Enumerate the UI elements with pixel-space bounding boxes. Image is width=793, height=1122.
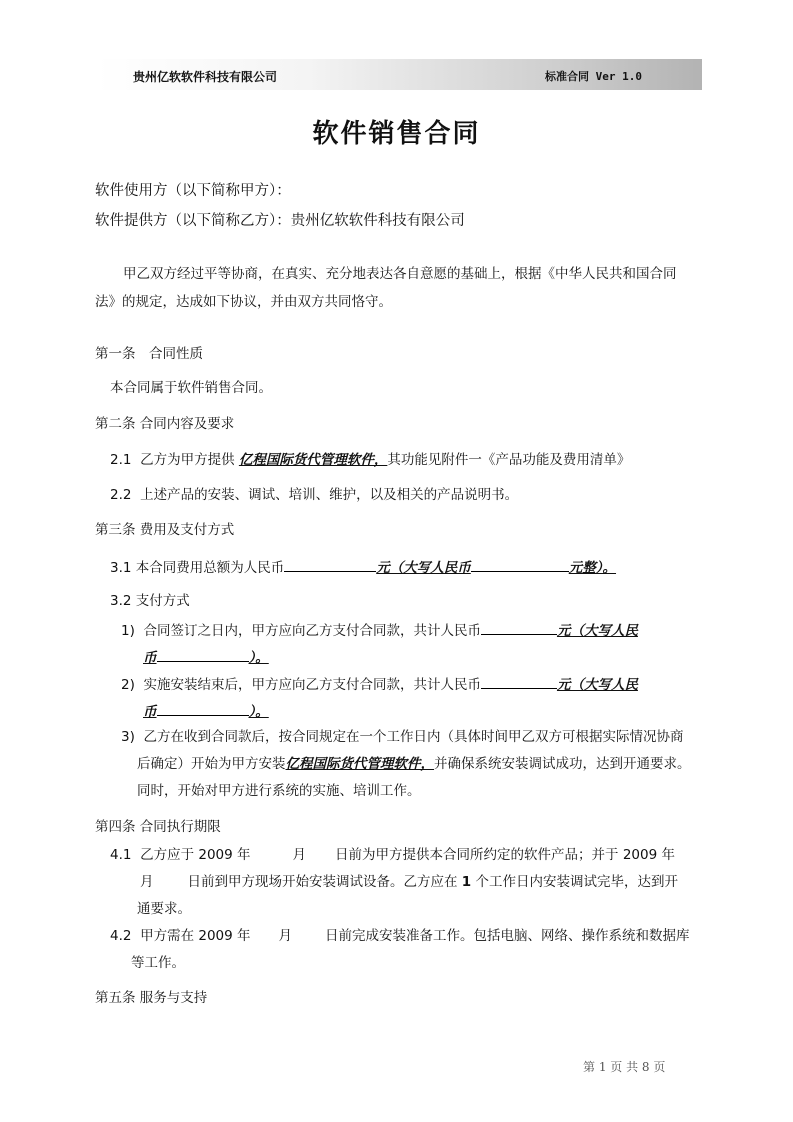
clause-text: 月 [292, 847, 307, 863]
item-text: 并确保系统安装调试成功，达到开通要求。 [434, 756, 691, 772]
clause-4-2-line-2: 等工作。 [131, 955, 185, 971]
page-number: 第 1 页 共 8 页 [583, 1060, 666, 1074]
clause-text: 甲方需在 2009 年 [140, 928, 251, 944]
amount-cont: 币 [143, 650, 157, 666]
clause-4-1 [110, 845, 675, 865]
payment-item-3-line-2 [137, 754, 691, 774]
product-name: 亿程国际货代管理软件， [238, 452, 388, 468]
article-4-heading: 第四条 合同执行期限 [95, 819, 221, 835]
clause-4-1-line-3: 通要求。 [137, 901, 191, 917]
clause-number: 4.1 [110, 847, 132, 863]
amount-end: 元整）。 [568, 560, 617, 576]
clause-text: 上述产品的安装、调试、培训、维护，以及相关的产品说明书。 [140, 487, 519, 503]
amount-unit: 元（大写人民 [556, 677, 638, 693]
clause-text: 其功能见附件一《产品功能及费用清单》 [387, 452, 631, 468]
item-text: 乙方在收到合同款后，按合同规定在一个工作日内（具体时间甲乙双方可根据实际情况协商 [143, 729, 684, 745]
clause-text: 月 [278, 928, 293, 944]
clause-text: 乙方应于 2009 年 [140, 847, 251, 863]
party-a-line: 软件使用方（以下简称甲方）： [95, 183, 291, 199]
clause-text: 支付方式 [135, 593, 190, 609]
item-text: 后确定）开始为甲方安装 [137, 756, 286, 772]
article-1-body: 本合同属于软件销售合同。 [110, 380, 272, 396]
article-5-heading: 第五条 服务与支持 [95, 990, 208, 1006]
payment-item-1-cont [143, 645, 269, 668]
clause-text: 本合同费用总额为人民币 [135, 560, 285, 576]
clause-text: 日前到甲方现场开始安装调试设备。乙方应在 [187, 874, 458, 890]
clause-text: 日前完成安装准备工作。包括电脑、网络、操作系统和数据库 [325, 928, 690, 944]
amount-blank[interactable] [284, 555, 376, 572]
clause-number: 2.1 [110, 452, 132, 468]
clause-number: 3.2 [110, 593, 132, 609]
clause-3-2 [110, 591, 190, 611]
header-version: 标准合同 Ver 1.0 [545, 70, 642, 83]
item-text: 实施安装结束后，甲方应向乙方支付合同款，共计人民币 [143, 677, 481, 693]
amount-unit: 元（大写人民 [556, 623, 638, 639]
amount-blank[interactable] [481, 618, 557, 635]
amount-words-blank[interactable] [471, 555, 569, 572]
item-number: 2) [121, 677, 135, 693]
article-1-heading: 第一条 合同性质 [95, 346, 203, 362]
intro-line-1: 甲乙双方经过平等协商，在真实、充分地表达各自意愿的基础上，根据《中华人民共和国合同 [123, 266, 677, 282]
payment-item-3-line-3: 同时，开始对甲方进行系统的实施、培训工作。 [137, 783, 421, 799]
clause-number: 4.2 [110, 928, 132, 944]
item-number: 3) [121, 729, 135, 745]
payment-item-2-cont [143, 699, 269, 722]
payment-item-2 [121, 672, 638, 695]
product-name: 亿程国际货代管理软件， [285, 756, 434, 772]
amount-cont: 币 [143, 704, 157, 720]
amount-end: ）。 [248, 704, 269, 720]
clause-number: 3.1 [110, 560, 132, 576]
party-b-line: 软件提供方（以下简称乙方）：贵州亿软软件科技有限公司 [95, 213, 465, 229]
item-text: 合同签订之日内，甲方应向乙方支付合同款，共计人民币 [143, 623, 481, 639]
amount-unit: 元（大写人民币 [376, 560, 471, 576]
clause-text: 乙方为甲方提供 [140, 452, 239, 468]
clause-text: 日前为甲方提供本合同所约定的软件产品；并于 2009 年 [335, 847, 675, 863]
payment-item-1 [121, 618, 638, 641]
article-2-heading: 第二条 合同内容及要求 [95, 416, 235, 432]
clause-4-2 [110, 926, 690, 946]
document-title: 软件销售合同 [312, 119, 481, 149]
clause-4-1-line-2 [140, 872, 678, 892]
payment-item-3 [121, 727, 683, 747]
clause-text: 个工作日内安装调试完毕，达到开 [475, 874, 678, 890]
intro-line-2: 法》的规定，达成如下协议，并由双方共同恪守。 [95, 294, 392, 310]
clause-2-2 [110, 485, 518, 505]
header-company: 贵州亿软软件科技有限公司 [133, 70, 278, 84]
amount-words-blank[interactable] [157, 699, 249, 716]
day-count: 1 [461, 874, 472, 890]
clause-text: 月 [140, 874, 154, 890]
clause-2-1 [110, 450, 630, 470]
amount-words-blank[interactable] [157, 645, 249, 662]
article-3-heading: 第三条 费用及支付方式 [95, 522, 235, 538]
clause-3-1 [110, 555, 616, 578]
clause-number: 2.2 [110, 487, 132, 503]
item-number: 1) [121, 623, 135, 639]
amount-blank[interactable] [481, 672, 557, 689]
amount-end: ）。 [248, 650, 269, 666]
